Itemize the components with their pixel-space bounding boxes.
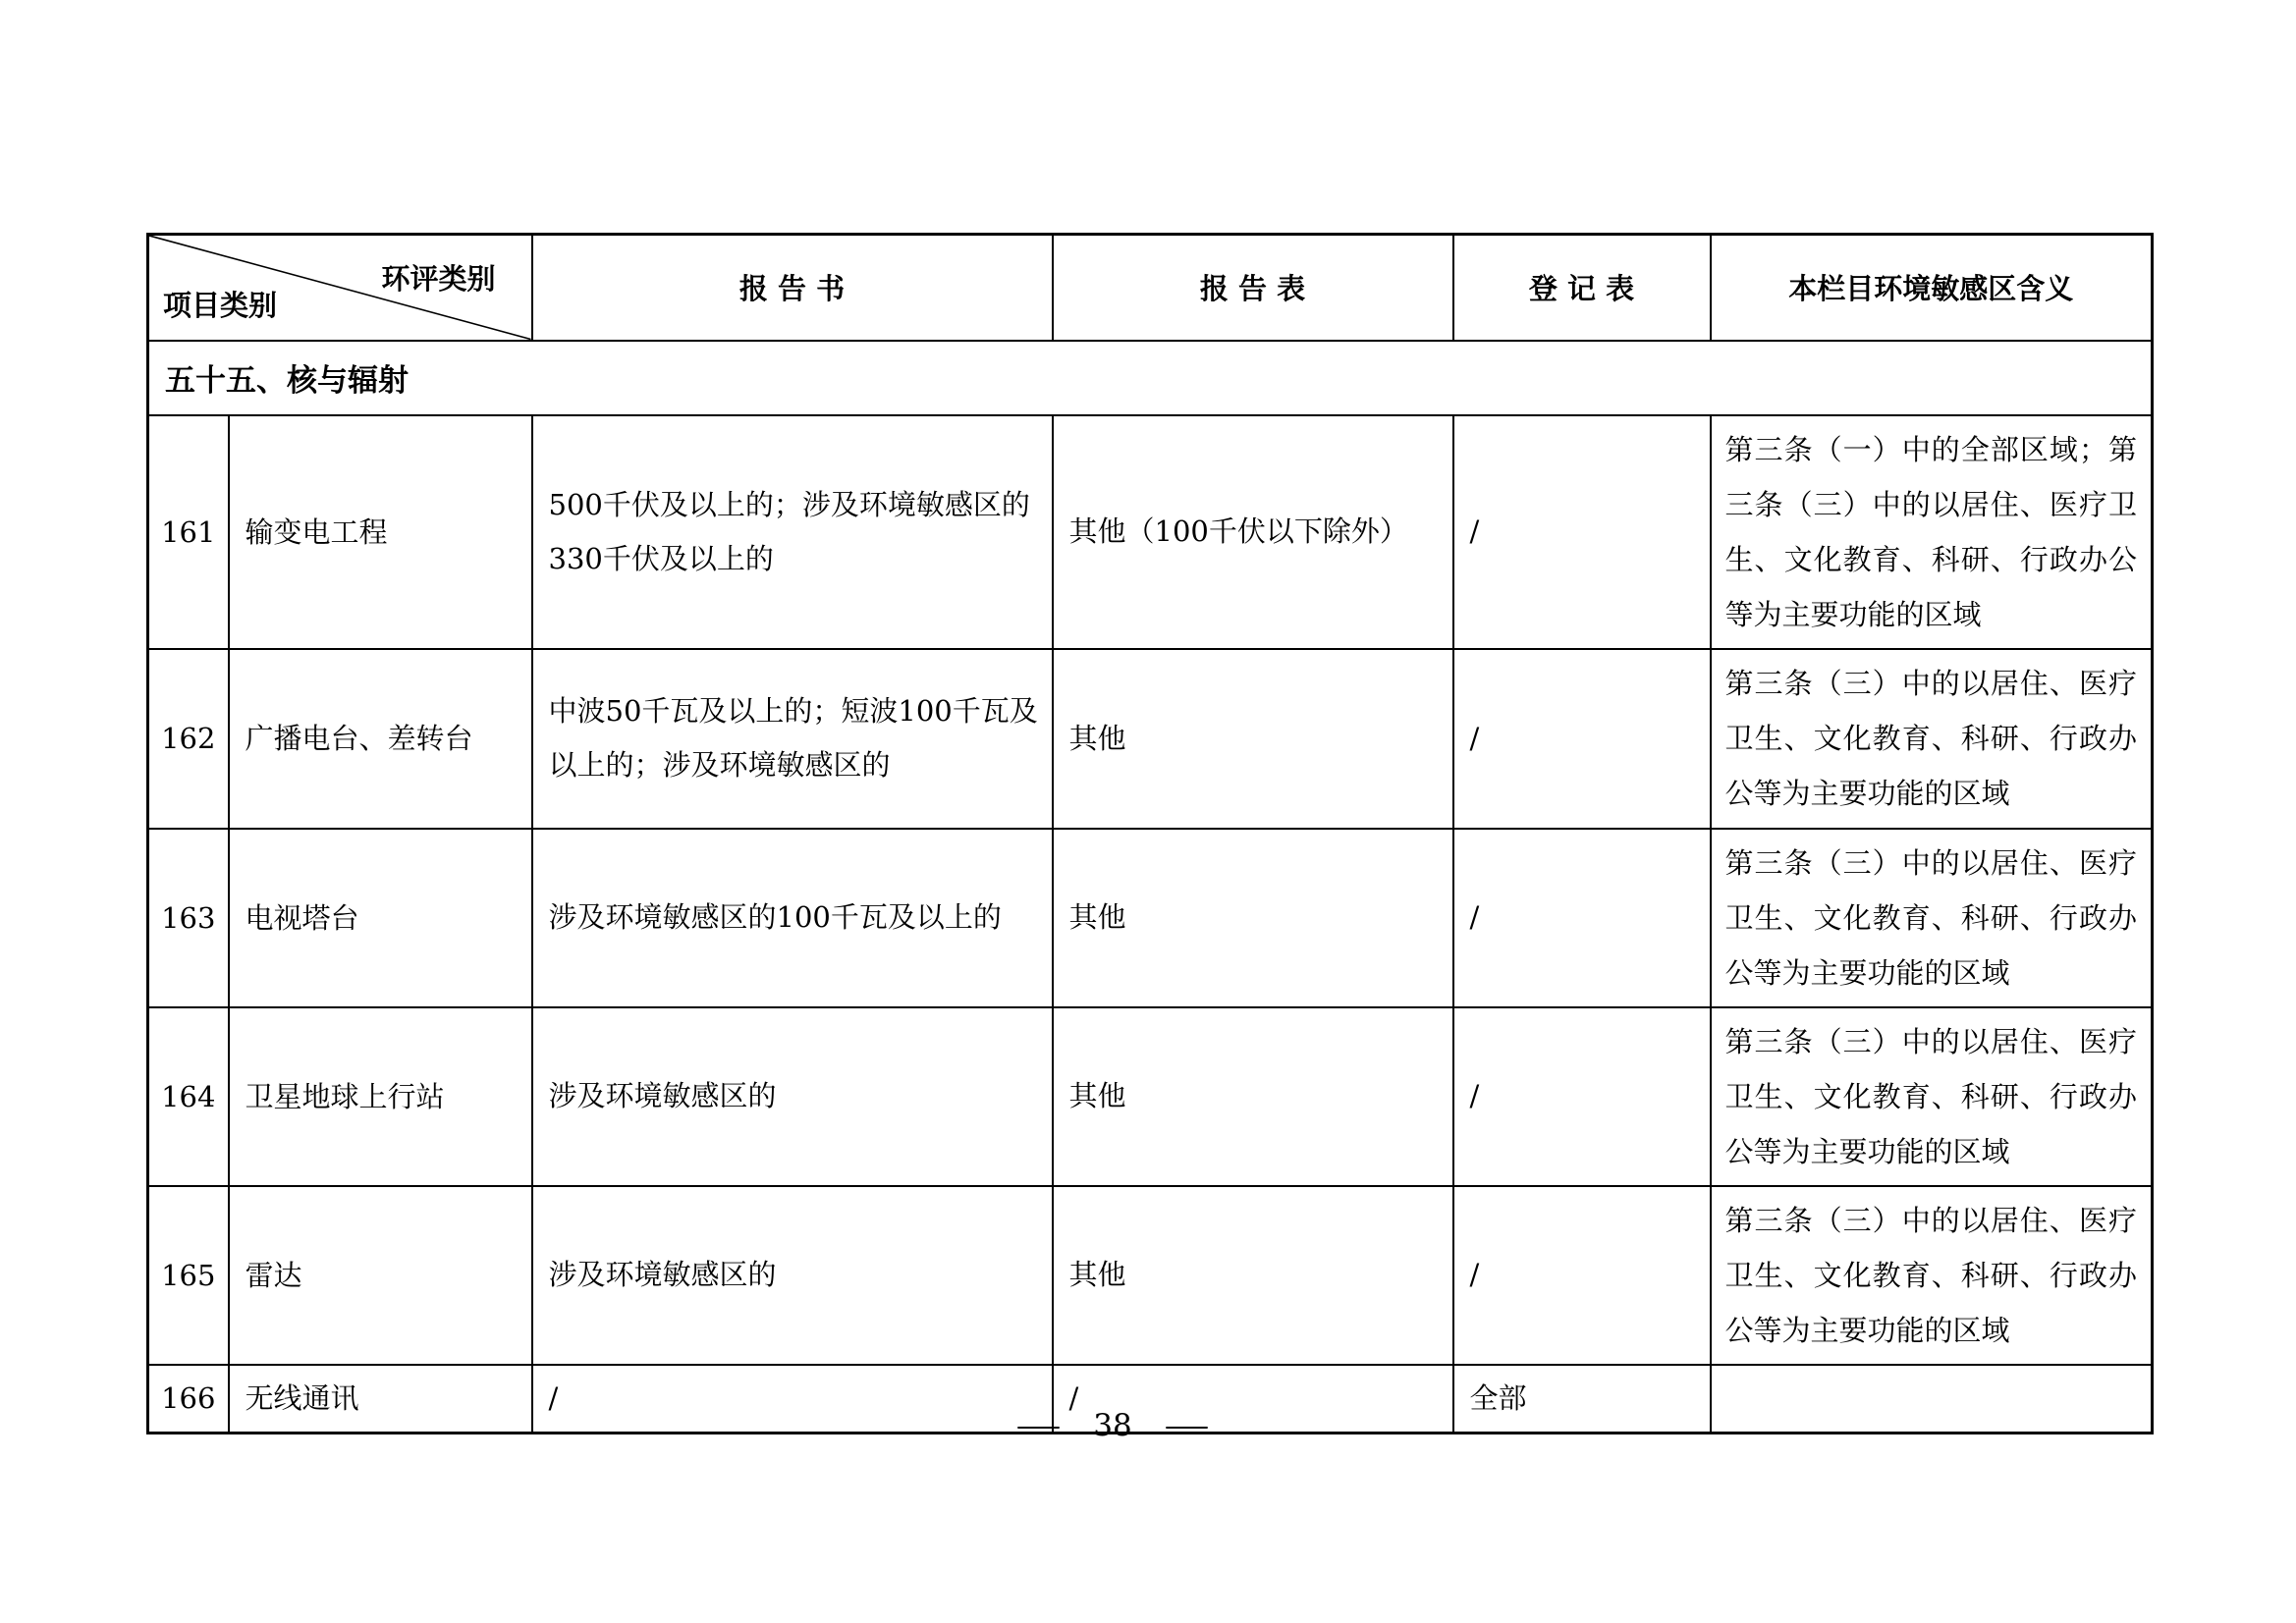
footer-dash-left: — (1015, 1408, 1063, 1443)
table-row (148, 829, 2153, 1007)
table-row (148, 415, 2153, 649)
section-title: 五十五、核与辐射 (148, 341, 2153, 415)
report-form-cell: / (1053, 1365, 1453, 1434)
project-name-cell: 输变电工程 (229, 415, 532, 649)
column-header-sensitive-area: 本栏目环境敏感区含义 (1711, 235, 2153, 341)
sensitive-area-cell: 第三条（三）中的以居住、医疗卫生、文化教育、科研、行政办公等为主要功能的区域 (1711, 649, 2153, 829)
report-form-cell: 其他 (1053, 829, 1453, 1007)
sensitive-area-cell: 第三条（一）中的全部区域；第三条（三）中的以居住、医疗卫生、文化教育、科研、行政办公等为主要功能的区域 (1711, 415, 2153, 649)
table-row (148, 1186, 2153, 1365)
table-header-row (148, 235, 2153, 341)
row-number-cell: 161 (148, 415, 229, 649)
column-header-registration-form: 登 记 表 (1453, 235, 1711, 341)
table-row (148, 1007, 2153, 1186)
registration-form-cell: / (1453, 1007, 1711, 1186)
registration-form-cell: 全部 (1453, 1365, 1711, 1434)
classification-table (146, 233, 2154, 1434)
row-number-cell: 162 (148, 649, 229, 829)
diagonal-header-cell (148, 235, 532, 341)
table-row (148, 649, 2153, 829)
report-form-cell: 其他（100千伏以下除外） (1053, 415, 1453, 649)
page-number: 38 (1093, 1408, 1132, 1443)
report-book-cell: 中波50千瓦及以上的；短波100千瓦及以上的；涉及环境敏感区的 (532, 649, 1053, 829)
section-row (148, 341, 2153, 415)
column-header-report-book: 报 告 书 (532, 235, 1053, 341)
registration-form-cell: / (1453, 829, 1711, 1007)
registration-form-cell: / (1453, 649, 1711, 829)
sensitive-area-cell: 第三条（三）中的以居住、医疗卫生、文化教育、科研、行政办公等为主要功能的区域 (1711, 1186, 2153, 1365)
header-project-category-label: 项目类别 (163, 288, 278, 322)
registration-form-cell: / (1453, 1186, 1711, 1365)
column-header-report-form: 报 告 表 (1053, 235, 1453, 341)
report-book-cell: / (532, 1365, 1053, 1434)
header-eia-category-label: 环评类别 (381, 262, 496, 296)
footer-dash-right: — (1163, 1408, 1210, 1443)
registration-form-cell: / (1453, 415, 1711, 649)
project-name-cell: 雷达 (229, 1186, 532, 1365)
row-number-cell: 165 (148, 1186, 229, 1365)
report-book-cell: 500千伏及以上的；涉及环境敏感区的330千伏及以上的 (532, 415, 1053, 649)
report-book-cell: 涉及环境敏感区的100千瓦及以上的 (532, 829, 1053, 1007)
project-name-cell: 广播电台、差转台 (229, 649, 532, 829)
report-form-cell: 其他 (1053, 1186, 1453, 1365)
sensitive-area-cell: 第三条（三）中的以居住、医疗卫生、文化教育、科研、行政办公等为主要功能的区域 (1711, 829, 2153, 1007)
report-book-cell: 涉及环境敏感区的 (532, 1186, 1053, 1365)
project-name-cell: 无线通讯 (229, 1365, 532, 1434)
project-name-cell: 电视塔台 (229, 829, 532, 1007)
report-book-cell: 涉及环境敏感区的 (532, 1007, 1053, 1186)
page-footer (0, 1408, 2261, 1443)
row-number-cell: 164 (148, 1007, 229, 1186)
report-form-cell: 其他 (1053, 649, 1453, 829)
sensitive-area-cell: 第三条（三）中的以居住、医疗卫生、文化教育、科研、行政办公等为主要功能的区域 (1711, 1007, 2153, 1186)
row-number-cell: 163 (148, 829, 229, 1007)
row-number-cell: 166 (148, 1365, 229, 1434)
report-form-cell: 其他 (1053, 1007, 1453, 1186)
project-name-cell: 卫星地球上行站 (229, 1007, 532, 1186)
